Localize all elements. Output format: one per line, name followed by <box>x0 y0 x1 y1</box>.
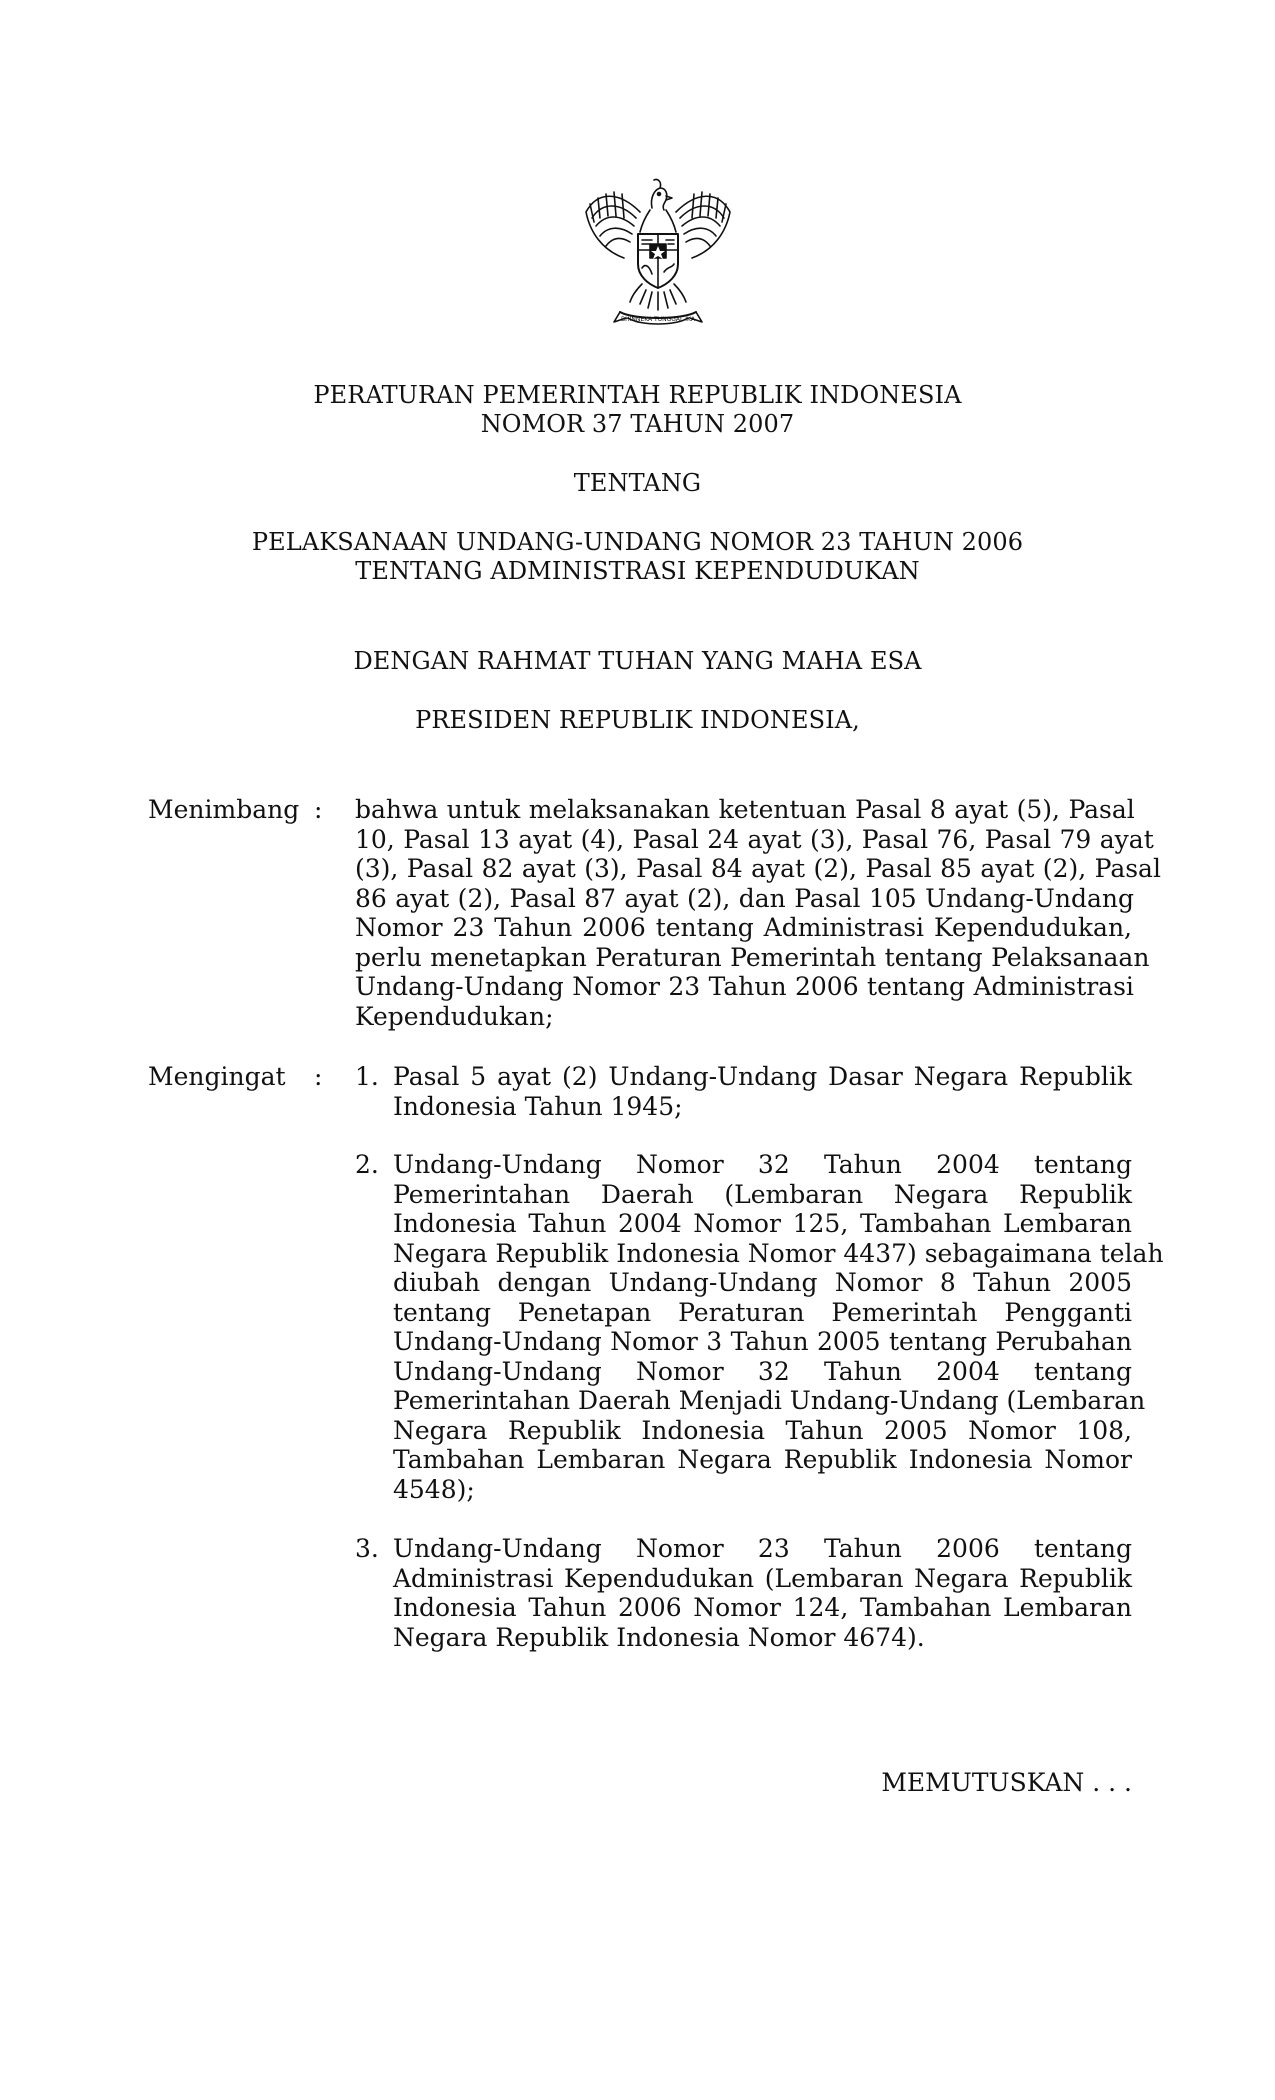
mengingat-item-number: 2. <box>355 1150 379 1179</box>
menimbang-text <box>355 795 1161 1031</box>
mengingat-item-line: Pemerintahan Daerah Menjadi Undang-Undang (Lembaran <box>393 1386 1146 1415</box>
mengingat-item-line: diubah dengan Undang-Undang Nomor 8 Tahun 2005 <box>393 1268 1132 1297</box>
mengingat-item-line: Indonesia Tahun 2006 Nomor 124, Tambahan Lembaran <box>393 1593 1132 1622</box>
mengingat-item-line: Tambahan Lembaran Negara Republik Indonesia Nomor <box>393 1445 1132 1474</box>
menimbang-line: Nomor 23 Tahun 2006 tentang Administrasi Kependudukan, <box>355 913 1132 942</box>
svg-text:BHINNEKA TUNGGAL IKA: BHINNEKA TUNGGAL IKA <box>621 316 695 323</box>
menimbang-line: 10, Pasal 13 ayat (4), Pasal 24 ayat (3), Pasal 76, Pasal 79 ayat <box>355 824 1154 854</box>
continuation-marker: MEMUTUSKAN . . . <box>881 1768 1132 1797</box>
mengingat-item-line: Negara Republik Indonesia Tahun 2005 Nomor 108, <box>393 1415 1132 1445</box>
mengingat-item-3 <box>393 1534 1132 1652</box>
regulation-subject-line-1: PELAKSANAAN UNDANG-UNDANG NOMOR 23 TAHUN 2006 <box>251 528 1024 556</box>
menimbang-line: (3), Pasal 82 ayat (3), Pasal 84 ayat (2), Pasal 85 ayat (2), Pasal <box>355 854 1161 883</box>
mengingat-item-line: tentang Penetapan Peraturan Pemerintah Pengganti <box>393 1297 1132 1327</box>
tentang-heading: TENTANG <box>573 469 702 497</box>
menimbang-line: perlu menetapkan Peraturan Pemerintah tentang Pelaksanaan <box>355 942 1150 972</box>
mengingat-item-2 <box>393 1150 1164 1504</box>
mengingat-item-line: Negara Republik Indonesia Nomor 4437) sebagaimana telah <box>393 1238 1164 1268</box>
regulation-title: PERATURAN PEMERINTAH REPUBLIK INDONESIA <box>313 381 962 409</box>
menimbang-line: bahwa untuk melaksanakan ketentuan Pasal 8 ayat (5), Pasal <box>355 795 1135 824</box>
president-heading: PRESIDEN REPUBLIK INDONESIA, <box>415 706 860 734</box>
menimbang-line: 86 ayat (2), Pasal 87 ayat (2), dan Pasal 105 Undang-Undang <box>355 883 1134 913</box>
regulation-number: NOMOR 37 TAHUN 2007 <box>480 410 795 438</box>
menimbang-label: Menimbang <box>148 795 300 824</box>
mengingat-item-line: Pasal 5 ayat (2) Undang-Undang Dasar Negara Republik <box>393 1062 1132 1091</box>
mengingat-item-line: Administrasi Kependudukan (Lembaran Negara Republik <box>393 1563 1132 1593</box>
menimbang-colon: : <box>314 795 323 824</box>
menimbang-line: Kependudukan; <box>355 1001 554 1031</box>
mengingat-item-line: Indonesia Tahun 1945; <box>393 1091 683 1121</box>
garuda-emblem-icon <box>580 172 736 336</box>
mengingat-item-line: Undang-Undang Nomor 3 Tahun 2005 tentang Perubahan <box>393 1327 1132 1356</box>
mengingat-item-number: 3. <box>355 1534 379 1563</box>
mengingat-item-line: Pemerintahan Daerah (Lembaran Negara Republik <box>393 1179 1132 1209</box>
mengingat-item-line: Undang-Undang Nomor 23 Tahun 2006 tentang <box>393 1534 1132 1563</box>
mengingat-item-number: 1. <box>355 1062 379 1091</box>
regulation-subject-line-2: TENTANG ADMINISTRASI KEPENDUDUKAN <box>355 557 920 585</box>
mengingat-colon: : <box>314 1062 323 1091</box>
mengingat-label: Mengingat <box>148 1062 286 1091</box>
menimbang-line: Undang-Undang Nomor 23 Tahun 2006 tentang Administrasi <box>355 972 1134 1001</box>
mengingat-item-line: Undang-Undang Nomor 32 Tahun 2004 tentang <box>393 1356 1132 1386</box>
mengingat-item-line: 4548); <box>393 1474 475 1504</box>
mengingat-item-line: Undang-Undang Nomor 32 Tahun 2004 tentang <box>393 1150 1132 1179</box>
mengingat-item-line: Negara Republik Indonesia Nomor 4674). <box>393 1622 925 1652</box>
mengingat-item-1 <box>393 1062 1132 1121</box>
invocation: DENGAN RAHMAT TUHAN YANG MAHA ESA <box>353 647 922 675</box>
mengingat-item-line: Indonesia Tahun 2004 Nomor 125, Tambahan Lembaran <box>393 1209 1132 1238</box>
